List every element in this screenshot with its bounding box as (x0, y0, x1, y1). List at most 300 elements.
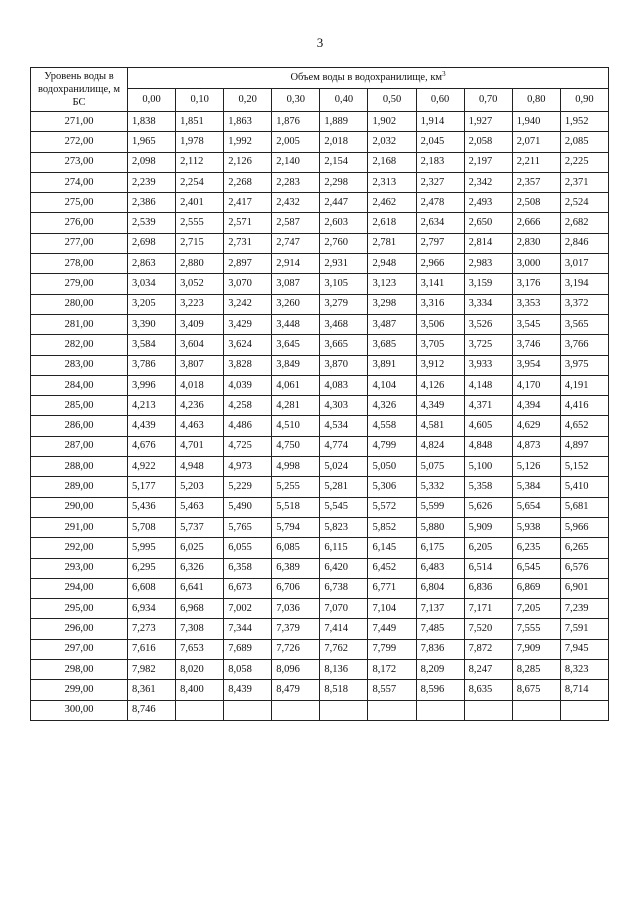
water-level-cell: 277,00 (31, 233, 128, 253)
volume-cell: 8,285 (512, 660, 560, 680)
volume-cell: 5,708 (128, 517, 176, 537)
volume-cell: 2,447 (320, 193, 368, 213)
volume-cell: 6,452 (368, 558, 416, 578)
water-level-cell: 292,00 (31, 538, 128, 558)
volume-cell: 4,605 (464, 416, 512, 436)
volume-cell: 5,050 (368, 457, 416, 477)
volume-cell: 2,571 (224, 213, 272, 233)
volume-cell: 6,804 (416, 578, 464, 598)
volume-cell: 3,725 (464, 335, 512, 355)
water-level-cell: 284,00 (31, 375, 128, 395)
volume-cell: 2,863 (128, 254, 176, 274)
volume-cell: 4,676 (128, 436, 176, 456)
volume-cell: 2,897 (224, 254, 272, 274)
volume-cell: 3,975 (560, 355, 608, 375)
volume-cell: 3,105 (320, 274, 368, 294)
volume-cell: 7,205 (512, 599, 560, 619)
water-level-cell: 297,00 (31, 639, 128, 659)
volume-cell: 4,439 (128, 416, 176, 436)
volume-cell: 3,526 (464, 314, 512, 334)
volume-cell: 6,483 (416, 558, 464, 578)
volume-cell: 4,236 (176, 396, 224, 416)
volume-cell: 7,379 (272, 619, 320, 639)
water-level-cell: 287,00 (31, 436, 128, 456)
volume-cell (416, 700, 464, 720)
volume-cell (368, 700, 416, 720)
volume-cell: 3,390 (128, 314, 176, 334)
volume-cell: 5,681 (560, 497, 608, 517)
volume-cell: 2,524 (560, 193, 608, 213)
volume-cell: 2,539 (128, 213, 176, 233)
volume-cell: 4,371 (464, 396, 512, 416)
volume-cell: 2,342 (464, 172, 512, 192)
volume-cell: 3,223 (176, 294, 224, 314)
volume-cell: 4,725 (224, 436, 272, 456)
volume-cell: 2,931 (320, 254, 368, 274)
volume-cell: 3,487 (368, 314, 416, 334)
volume-cell: 6,326 (176, 558, 224, 578)
volume-cell: 2,268 (224, 172, 272, 192)
volume-cell: 7,653 (176, 639, 224, 659)
volume-cell: 2,417 (224, 193, 272, 213)
water-level-cell: 271,00 (31, 112, 128, 132)
volume-cell: 4,510 (272, 416, 320, 436)
volume-cell: 4,083 (320, 375, 368, 395)
water-level-cell: 283,00 (31, 355, 128, 375)
volume-cell: 7,836 (416, 639, 464, 659)
volume-cell: 8,136 (320, 660, 368, 680)
water-level-cell: 288,00 (31, 457, 128, 477)
table-row (31, 517, 609, 537)
volume-cell: 2,357 (512, 172, 560, 192)
volume-cell: 1,978 (176, 132, 224, 152)
volume-cell: 7,945 (560, 639, 608, 659)
volume-cell: 8,172 (368, 660, 416, 680)
volume-cell: 7,036 (272, 599, 320, 619)
volume-cell: 3,565 (560, 314, 608, 334)
volume-cell: 3,645 (272, 335, 320, 355)
volume-cell: 4,486 (224, 416, 272, 436)
volume-cell: 4,416 (560, 396, 608, 416)
volume-cell: 2,666 (512, 213, 560, 233)
table-row (31, 335, 609, 355)
volume-cell: 4,998 (272, 457, 320, 477)
table-row (31, 193, 609, 213)
table-row (31, 375, 609, 395)
volume-cell: 8,247 (464, 660, 512, 680)
volume-group-header-text: Объем воды в водохранилище, км (290, 72, 443, 83)
volume-cell: 8,096 (272, 660, 320, 680)
table-row (31, 254, 609, 274)
volume-cell: 4,303 (320, 396, 368, 416)
volume-cell: 5,599 (416, 497, 464, 517)
volume-cell: 2,327 (416, 172, 464, 192)
volume-cell: 1,927 (464, 112, 512, 132)
volume-cell: 7,104 (368, 599, 416, 619)
volume-cell: 6,576 (560, 558, 608, 578)
volume-cell: 3,604 (176, 335, 224, 355)
table-row (31, 538, 609, 558)
volume-cell: 3,087 (272, 274, 320, 294)
volume-cell: 4,581 (416, 416, 464, 436)
water-level-cell: 278,00 (31, 254, 128, 274)
volume-cell: 3,353 (512, 294, 560, 314)
volume-cell: 8,518 (320, 680, 368, 700)
volume-cell (560, 700, 608, 720)
volume-cell: 3,205 (128, 294, 176, 314)
volume-cell: 5,384 (512, 477, 560, 497)
volume-cell: 1,889 (320, 112, 368, 132)
volume-cell: 6,836 (464, 578, 512, 598)
water-level-cell: 280,00 (31, 294, 128, 314)
volume-cell: 4,463 (176, 416, 224, 436)
volume-cell: 5,938 (512, 517, 560, 537)
water-level-cell: 273,00 (31, 152, 128, 172)
volume-cell: 3,870 (320, 355, 368, 375)
volume-cell: 5,490 (224, 497, 272, 517)
header-row-group (31, 68, 609, 89)
column-header: 0,10 (176, 89, 224, 112)
volume-cell (224, 700, 272, 720)
volume-cell: 1,876 (272, 112, 320, 132)
volume-cell: 3,316 (416, 294, 464, 314)
water-level-cell: 279,00 (31, 274, 128, 294)
volume-cell: 3,996 (128, 375, 176, 395)
volume-cell: 3,506 (416, 314, 464, 334)
volume-cell: 4,973 (224, 457, 272, 477)
water-level-cell: 290,00 (31, 497, 128, 517)
volume-cell: 2,140 (272, 152, 320, 172)
volume-cell: 4,629 (512, 416, 560, 436)
volume-cell: 3,448 (272, 314, 320, 334)
volume-table (30, 67, 609, 721)
volume-cell: 7,414 (320, 619, 368, 639)
volume-cell: 6,085 (272, 538, 320, 558)
table-row (31, 497, 609, 517)
water-level-cell: 274,00 (31, 172, 128, 192)
volume-cell: 3,933 (464, 355, 512, 375)
volume-cell: 2,587 (272, 213, 320, 233)
volume-cell: 2,731 (224, 233, 272, 253)
volume-cell: 2,983 (464, 254, 512, 274)
volume-cell: 3,954 (512, 355, 560, 375)
volume-cell: 2,462 (368, 193, 416, 213)
water-level-cell: 293,00 (31, 558, 128, 578)
volume-cell: 2,371 (560, 172, 608, 192)
column-header: 0,80 (512, 89, 560, 112)
volume-cell: 1,992 (224, 132, 272, 152)
volume-cell: 6,055 (224, 538, 272, 558)
volume-cell: 3,034 (128, 274, 176, 294)
volume-cell: 2,018 (320, 132, 368, 152)
volume-cell: 4,326 (368, 396, 416, 416)
volume-cell (320, 700, 368, 720)
volume-cell: 8,439 (224, 680, 272, 700)
volume-cell: 3,891 (368, 355, 416, 375)
volume-cell: 6,175 (416, 538, 464, 558)
volume-cell: 5,306 (368, 477, 416, 497)
volume-cell: 8,058 (224, 660, 272, 680)
volume-cell: 3,298 (368, 294, 416, 314)
water-level-cell: 275,00 (31, 193, 128, 213)
volume-cell: 4,148 (464, 375, 512, 395)
volume-cell: 2,715 (176, 233, 224, 253)
water-level-cell: 294,00 (31, 578, 128, 598)
table-row (31, 132, 609, 152)
table-row (31, 599, 609, 619)
volume-cell: 3,584 (128, 335, 176, 355)
volume-cell: 3,409 (176, 314, 224, 334)
table-row (31, 172, 609, 192)
page-number: 3 (316, 35, 324, 50)
column-header: 0,00 (128, 89, 176, 112)
table-row (31, 457, 609, 477)
volume-cell: 8,361 (128, 680, 176, 700)
volume-cell: 8,479 (272, 680, 320, 700)
volume-cell: 2,603 (320, 213, 368, 233)
table-row (31, 639, 609, 659)
volume-cell: 5,177 (128, 477, 176, 497)
volume-cell: 3,372 (560, 294, 608, 314)
table-row (31, 112, 609, 132)
volume-cell: 4,922 (128, 457, 176, 477)
water-level-cell: 276,00 (31, 213, 128, 233)
volume-cell: 2,846 (560, 233, 608, 253)
water-level-cell: 300,00 (31, 700, 128, 720)
table-row (31, 314, 609, 334)
volume-cell: 2,197 (464, 152, 512, 172)
volume-cell: 5,229 (224, 477, 272, 497)
volume-cell: 8,635 (464, 680, 512, 700)
volume-cell: 3,912 (416, 355, 464, 375)
volume-cell: 6,545 (512, 558, 560, 578)
volume-cell: 7,872 (464, 639, 512, 659)
volume-cell: 6,025 (176, 538, 224, 558)
volume-group-header (128, 68, 609, 89)
volume-cell: 2,154 (320, 152, 368, 172)
volume-cell: 7,982 (128, 660, 176, 680)
table-row (31, 416, 609, 436)
volume-cell: 2,682 (560, 213, 608, 233)
volume-cell: 5,518 (272, 497, 320, 517)
volume-cell: 4,258 (224, 396, 272, 416)
volume-cell: 3,766 (560, 335, 608, 355)
volume-cell: 3,849 (272, 355, 320, 375)
volume-cell: 6,934 (128, 599, 176, 619)
volume-cell: 5,737 (176, 517, 224, 537)
volume-cell: 4,750 (272, 436, 320, 456)
volume-cell: 5,765 (224, 517, 272, 537)
volume-cell: 7,344 (224, 619, 272, 639)
volume-cell: 2,386 (128, 193, 176, 213)
volume-cell: 2,493 (464, 193, 512, 213)
volume-cell: 6,771 (368, 578, 416, 598)
table-row (31, 680, 609, 700)
volume-cell: 6,968 (176, 599, 224, 619)
volume-cell: 8,020 (176, 660, 224, 680)
table-row (31, 152, 609, 172)
volume-cell: 2,966 (416, 254, 464, 274)
volume-cell: 7,239 (560, 599, 608, 619)
volume-cell: 2,058 (464, 132, 512, 152)
volume-cell: 3,194 (560, 274, 608, 294)
table-row (31, 700, 609, 720)
table-row (31, 477, 609, 497)
volume-cell: 8,746 (128, 700, 176, 720)
table-row (31, 396, 609, 416)
volume-cell: 7,485 (416, 619, 464, 639)
volume-cell: 6,389 (272, 558, 320, 578)
volume-cell: 2,634 (416, 213, 464, 233)
volume-cell: 7,689 (224, 639, 272, 659)
volume-cell: 2,168 (368, 152, 416, 172)
volume-cell: 4,191 (560, 375, 608, 395)
volume-cell: 5,823 (320, 517, 368, 537)
volume-cell: 3,685 (368, 335, 416, 355)
volume-cell: 5,852 (368, 517, 416, 537)
volume-cell: 8,714 (560, 680, 608, 700)
column-header: 0,30 (272, 89, 320, 112)
volume-cell: 3,176 (512, 274, 560, 294)
volume-cell (464, 700, 512, 720)
volume-cell: 5,909 (464, 517, 512, 537)
volume-cell: 3,070 (224, 274, 272, 294)
volume-cell: 6,706 (272, 578, 320, 598)
volume-cell: 3,705 (416, 335, 464, 355)
table-row (31, 233, 609, 253)
volume-cell: 5,410 (560, 477, 608, 497)
table-row (31, 619, 609, 639)
volume-cell: 5,255 (272, 477, 320, 497)
column-header: 0,40 (320, 89, 368, 112)
table-row (31, 578, 609, 598)
volume-cell: 2,478 (416, 193, 464, 213)
volume-cell: 8,323 (560, 660, 608, 680)
volume-cell: 3,545 (512, 314, 560, 334)
volume-cell: 5,995 (128, 538, 176, 558)
volume-cell: 4,126 (416, 375, 464, 395)
volume-cell: 2,098 (128, 152, 176, 172)
volume-cell: 3,429 (224, 314, 272, 334)
volume-cell (176, 700, 224, 720)
volume-cell: 5,024 (320, 457, 368, 477)
volume-cell: 6,514 (464, 558, 512, 578)
volume-cell: 1,851 (176, 112, 224, 132)
volume-cell: 8,557 (368, 680, 416, 700)
volume-cell: 4,349 (416, 396, 464, 416)
column-header: 0,70 (464, 89, 512, 112)
volume-cell: 2,948 (368, 254, 416, 274)
volume-cell: 2,045 (416, 132, 464, 152)
volume-cell: 2,032 (368, 132, 416, 152)
volume-cell: 1,863 (224, 112, 272, 132)
volume-cell: 5,332 (416, 477, 464, 497)
volume-cell: 2,880 (176, 254, 224, 274)
volume-cell: 7,449 (368, 619, 416, 639)
volume-cell: 4,897 (560, 436, 608, 456)
volume-cell: 7,762 (320, 639, 368, 659)
volume-cell: 4,281 (272, 396, 320, 416)
table-row (31, 355, 609, 375)
volume-cell: 5,626 (464, 497, 512, 517)
water-level-cell: 289,00 (31, 477, 128, 497)
volume-cell: 8,400 (176, 680, 224, 700)
volume-cell: 2,313 (368, 172, 416, 192)
volume-cell: 3,828 (224, 355, 272, 375)
volume-cell: 4,018 (176, 375, 224, 395)
volume-cell: 3,807 (176, 355, 224, 375)
volume-cell: 4,170 (512, 375, 560, 395)
volume-cell: 1,952 (560, 112, 608, 132)
volume-cell: 3,334 (464, 294, 512, 314)
volume-cell: 5,966 (560, 517, 608, 537)
volume-cell (512, 700, 560, 720)
table-body (31, 112, 609, 721)
volume-cell: 2,432 (272, 193, 320, 213)
volume-cell: 4,104 (368, 375, 416, 395)
volume-cell: 1,902 (368, 112, 416, 132)
table-row (31, 274, 609, 294)
volume-cell: 2,650 (464, 213, 512, 233)
volume-cell: 5,463 (176, 497, 224, 517)
volume-cell: 4,848 (464, 436, 512, 456)
volume-cell: 2,830 (512, 233, 560, 253)
volume-cell: 7,273 (128, 619, 176, 639)
volume-cell: 3,786 (128, 355, 176, 375)
volume-cell: 5,794 (272, 517, 320, 537)
volume-cell: 6,673 (224, 578, 272, 598)
volume-cell: 2,225 (560, 152, 608, 172)
table-header (31, 68, 609, 112)
volume-cell: 3,017 (560, 254, 608, 274)
volume-cell: 3,242 (224, 294, 272, 314)
volume-cell: 2,085 (560, 132, 608, 152)
volume-cell: 7,171 (464, 599, 512, 619)
water-level-cell: 299,00 (31, 680, 128, 700)
column-header: 0,90 (560, 89, 608, 112)
volume-cell: 7,308 (176, 619, 224, 639)
volume-cell: 2,298 (320, 172, 368, 192)
volume-cell: 2,797 (416, 233, 464, 253)
volume-cell: 3,279 (320, 294, 368, 314)
table-row (31, 660, 609, 680)
volume-cell: 8,675 (512, 680, 560, 700)
volume-cell: 7,520 (464, 619, 512, 639)
volume-cell: 7,002 (224, 599, 272, 619)
water-level-cell: 282,00 (31, 335, 128, 355)
volume-cell: 6,738 (320, 578, 368, 598)
volume-cell: 3,000 (512, 254, 560, 274)
volume-cell: 6,115 (320, 538, 368, 558)
volume-cell: 2,239 (128, 172, 176, 192)
volume-cell: 2,781 (368, 233, 416, 253)
volume-cell: 2,618 (368, 213, 416, 233)
volume-cell: 7,726 (272, 639, 320, 659)
volume-cell: 4,799 (368, 436, 416, 456)
water-level-cell: 296,00 (31, 619, 128, 639)
table-row (31, 294, 609, 314)
volume-cell: 5,572 (368, 497, 416, 517)
volume-cell: 5,880 (416, 517, 464, 537)
volume-cell: 6,420 (320, 558, 368, 578)
table-row (31, 558, 609, 578)
water-level-cell: 291,00 (31, 517, 128, 537)
volume-cell: 3,468 (320, 314, 368, 334)
volume-cell: 2,211 (512, 152, 560, 172)
volume-cell: 5,152 (560, 457, 608, 477)
volume-cell: 6,295 (128, 558, 176, 578)
volume-cell: 4,948 (176, 457, 224, 477)
